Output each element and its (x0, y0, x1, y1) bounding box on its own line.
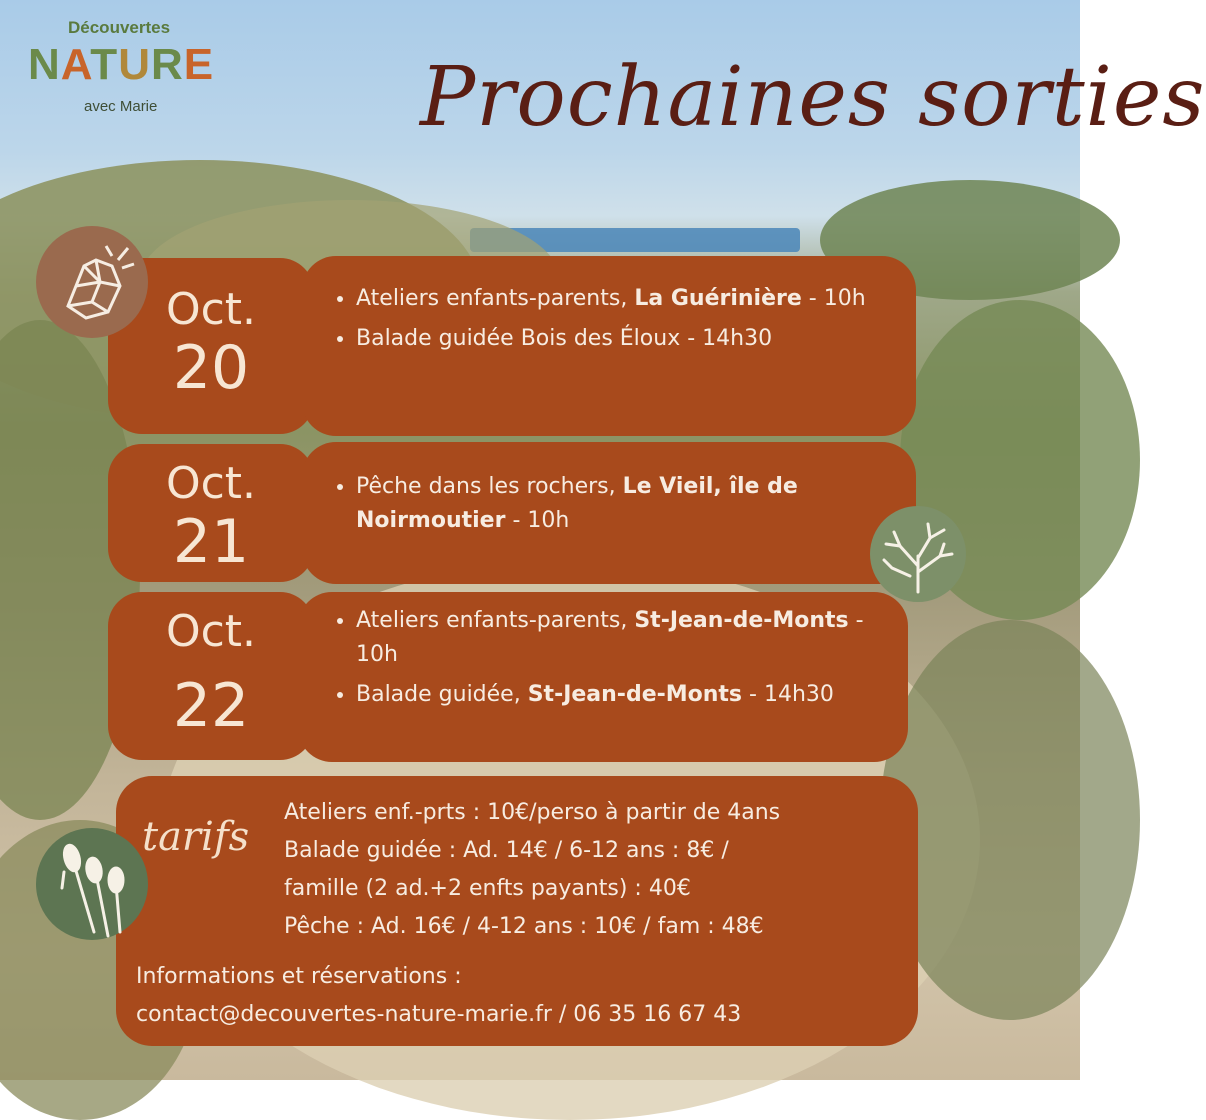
event-day: 20 (172, 333, 250, 403)
tarif-line: famille (2 ad.+2 enfts payants) : 40€ (284, 876, 691, 901)
event-month: Oct. (165, 606, 257, 657)
tarifs-card (116, 776, 918, 1046)
grass-seedheads-icon (36, 828, 148, 940)
contact-title: Informations et réservations : (136, 964, 462, 989)
pinecone-icon (36, 226, 148, 338)
tarif-line: Balade guidée : Ad. 14€ / 6-12 ans : 8€ / (284, 838, 729, 863)
event-info-card (302, 256, 916, 436)
contact-block (136, 958, 741, 1034)
event-item: • Pêche dans les rochers, Le Vieil, île de Noirmoutier - 10h (356, 470, 892, 538)
event-month: Oct. (165, 458, 257, 509)
event-day: 22 (172, 671, 250, 741)
event-day: 21 (172, 507, 250, 577)
event-item: • Balade guidée Bois des Éloux - 14h30 (356, 322, 892, 356)
tarifs-label: tarifs (142, 814, 250, 860)
event-month: Oct. (165, 284, 257, 335)
logo-top-text: Découvertes (68, 18, 171, 37)
event-item: • Ateliers enfants-parents, St-Jean-de-Monts - 10h (356, 604, 886, 672)
coral-icon (870, 506, 966, 602)
event-date-card (108, 444, 314, 582)
event-item: • Balade guidée, St-Jean-de-Monts - 14h30 (356, 678, 886, 712)
tarif-line: Pêche : Ad. 16€ / 4-12 ans : 10€ / fam : 48€ (284, 914, 764, 939)
dune-bush (880, 620, 1140, 1020)
logo-bottom-text: avec Marie (84, 98, 158, 115)
event-item: • Ateliers enfants-parents, La Guérinière - 10h (356, 282, 892, 316)
event-info-card (298, 592, 908, 762)
logo (28, 18, 218, 130)
page-title: Prochaines sorties (420, 50, 1206, 145)
logo-main-text: NATURE (28, 40, 215, 89)
event-date-card (108, 592, 314, 760)
tarif-line: Ateliers enf.-prts : 10€/perso à partir de 4ans (284, 800, 781, 825)
contact-line[interactable]: contact@decouvertes-nature-marie.fr / 06 35 16 67 43 (136, 1002, 742, 1027)
event-info-card (302, 442, 916, 584)
tarifs-lines (284, 794, 780, 946)
